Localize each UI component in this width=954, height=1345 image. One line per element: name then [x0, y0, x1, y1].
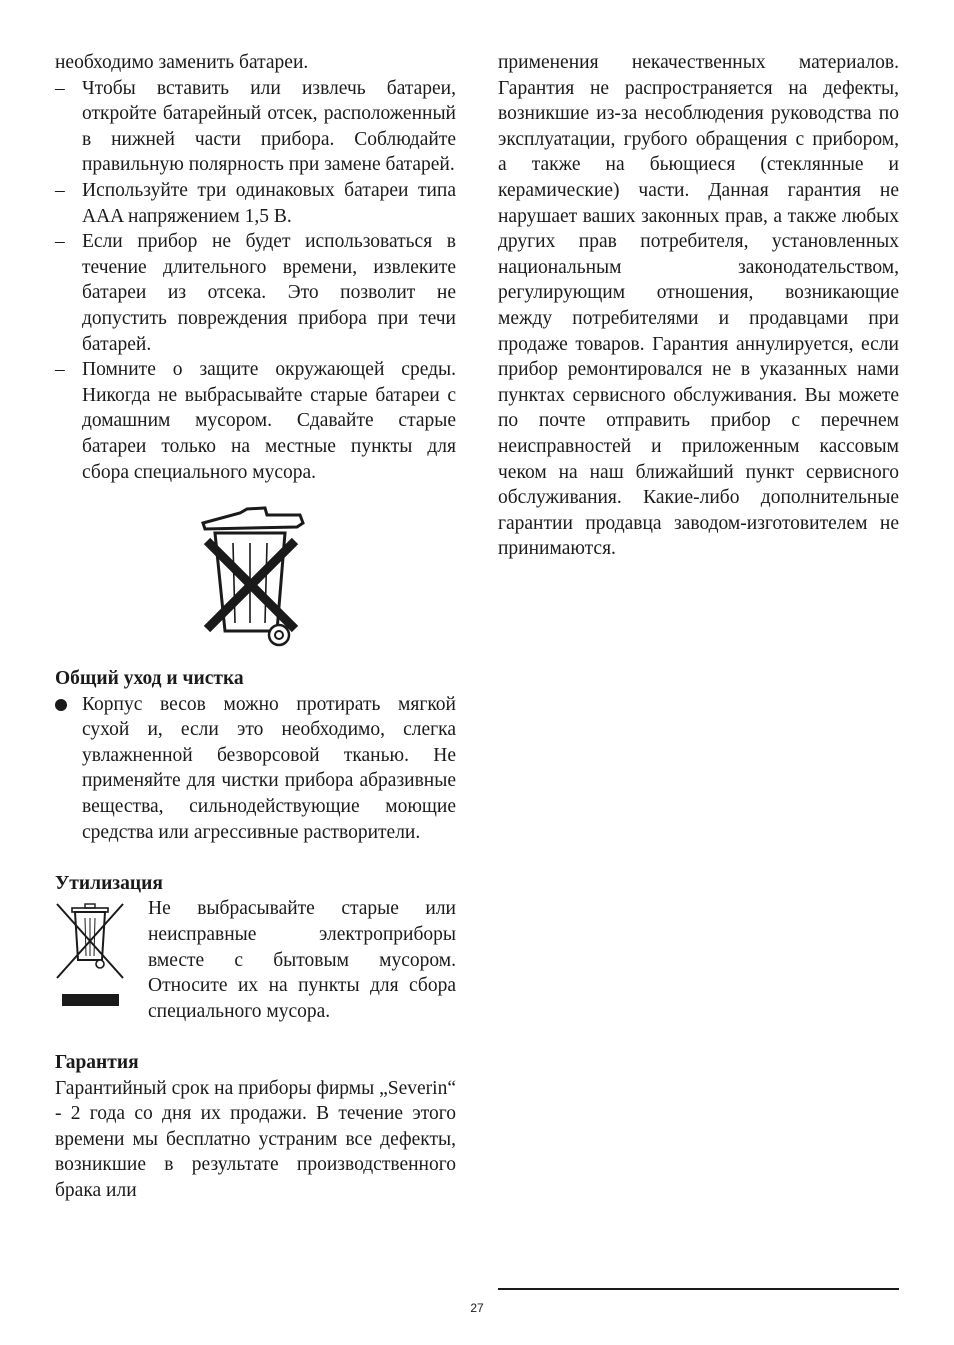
care-heading: Общий уход и чистка: [55, 668, 244, 690]
disposal-section: [55, 896, 456, 1024]
battery-instruction-4: – Помните о защите окружающей среды. Никогда не выбрасывайте старые батареи с домашним мусором. Сдавайте старые батареи только на местные пункты для сбора специального мусора.: [55, 357, 456, 485]
crossed-out-wheelie-bin-icon: [195, 503, 310, 648]
right-column: [498, 50, 899, 562]
footer-divider: [498, 1288, 899, 1290]
battery-intro-text: необходимо заменить батареи.: [55, 52, 309, 73]
disposal-text: Не выбрасывайте старые или неисправные электроприборы вместе с бытовым мусором. Относите их на пункты для сбора специального мусора.: [148, 898, 456, 1022]
battery-instruction-3: – Если прибор не будет использоваться в течение длительного времени, извлеките батареи из отсека. Это позволит не допустить повреждения прибора при течи батарей.: [55, 229, 456, 357]
left-column: [55, 50, 456, 1204]
warranty-text-continued: применения некачественных материалов. Гарантия не распространяется на дефекты, возникшие из-за несоблюдения руководства по эксплуатации, грубого обращения с прибором, а также на бьющиеся (стеклянные и керамические) части. Данная гарантия не нарушает ваших законных прав, а также любых других прав потребителя, установленных национальным законодательством, регулирующим отношения, возникающие между потребителями и продавцами при продаже товаров. Гарантия аннулируется, если прибор ремонтировался не в указанных нами пунктах сервисного обслуживания. Вы можете по почте отправить прибор с перечнем неисправностей и приложенным кассовым чеком на наш ближайший пункт сервисного обслуживания. Какие-либо дополнительные гарантии продавца заводом-изготовителем не принимаются.: [498, 52, 899, 560]
care-list-item: [55, 692, 456, 846]
battery-instruction-1: – Чтобы вставить или извлечь батареи, откройте батарейный отсек, расположенный в нижней части прибора. Соблюдайте правильную полярность при замене батарей.: [55, 76, 456, 178]
bullet-icon: [55, 699, 67, 711]
page-number: 27: [470, 1301, 484, 1315]
warranty-text: Гарантийный срок на приборы фирмы „Severin“ - 2 года со дня их продажи. В течение этого времени мы бесплатно устраним все дефекты, возникшие в результате производственного брака или: [55, 1077, 456, 1201]
crossed-out-wheelie-bin-weee-icon: [55, 898, 125, 1008]
warranty-heading: Гарантия: [55, 1052, 139, 1073]
care-text: Корпус весов можно протирать мягкой сухой и, если это необходимо, слегка увлажненной безворсовой тканью. Не применяйте для чистки прибора абразивные вещества, сильнодействующие моющие средства или агрессивные растворители.: [82, 693, 456, 843]
battery-instruction-2: – Используйте три одинаковых батареи типа AAA напряжением 1,5 В.: [55, 178, 456, 229]
disposal-heading: Утилизация: [55, 872, 163, 894]
